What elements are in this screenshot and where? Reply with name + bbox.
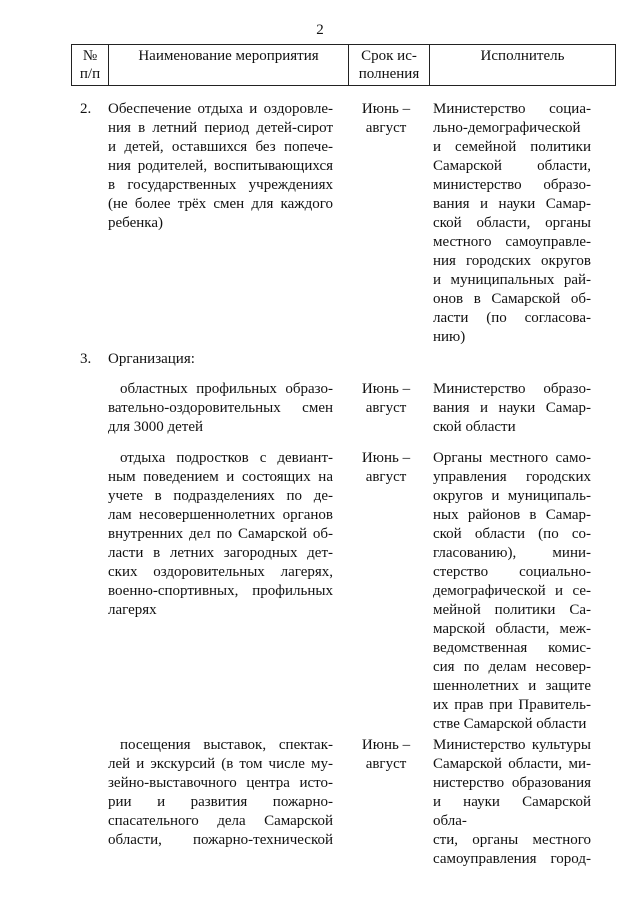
executor-line: Министерство культуры [433,737,591,753]
executor-line: нию) [433,329,466,345]
table-header [71,44,616,86]
row-executor [433,100,591,347]
executor-line: ных районов в Самар- [433,507,591,523]
row-name [108,449,333,620]
row-number: 2. [80,101,92,117]
name-line: области, пожарно-технической [108,832,333,848]
name-line: лам несовершеннолетних органов [108,507,333,523]
executor-line: стерство социально- [433,564,591,580]
name-line: вательно-оздоровительных смен [108,400,333,416]
name-line: в государственных учреждениях [108,177,333,193]
name-line: лей и экскурсий (в том числе му- [108,756,333,772]
executor-line: и семейной политики [433,139,591,155]
executor-line: местного самоуправле- [433,234,591,250]
name-line: Обеспечение отдыха и оздоровле- [108,101,333,117]
term-line: август [365,756,407,772]
name-line: ным поведением и состоящих на [108,469,333,485]
name-line: ребенка) [108,215,163,231]
row-term [350,380,422,418]
executor-line: самоуправления город- [433,851,591,867]
executor-line: Министерство образо- [433,381,591,397]
name-line: ласти в летних загородных дет- [108,545,333,561]
executor-line: демографической и се- [433,583,591,599]
header-number-line: № [82,48,98,64]
name-line: Организация: [108,351,195,367]
name-line: военно-спортивных, профильных [108,583,333,599]
name-line: рии и развития пожарно- [108,794,333,810]
executor-line: ласти (по согласова- [433,310,591,326]
executor-line: вания и науки Самар- [433,400,591,416]
name-line: посещения выставок, спектак- [120,737,333,753]
executor-line: Министерство социа- [433,101,591,117]
executor-line: Самарской области, ми- [433,756,591,772]
row-term [350,100,422,138]
row-name [108,736,333,850]
executor-line: округов и муниципаль- [433,488,591,504]
name-line: ния в летний период детей-сирот [108,120,333,136]
name-line: внутренних дел по Самарской об- [108,526,333,542]
name-line: и детей, оставшихся без попече- [108,139,333,155]
name-line: ских оздоровительных лагерях, [108,564,333,580]
executor-line: льно-демографической [433,120,581,136]
executor-line: ведомственная комис- [433,640,591,656]
term-line: Июнь – [361,450,411,466]
header-term-line: Срок ис- [361,48,417,64]
row-name [108,100,333,233]
term-line: Июнь – [361,101,411,117]
name-line: учете в подразделениях по де- [108,488,333,504]
executor-line: Самарской области, [433,158,591,174]
term-line: август [365,469,407,485]
executor-line: ской области, органы [433,215,591,231]
executor-line: Органы местного само- [433,450,591,466]
term-line: август [365,120,407,136]
executor-line: ния городских округов [433,253,591,269]
executor-line: их прав при Правитель- [433,697,591,713]
term-line: Июнь – [361,737,411,753]
executor-line: министерство образо- [433,177,591,193]
page-number: 2 [316,22,324,38]
name-line: областных профильных образо- [120,381,333,397]
row-executor [433,736,591,869]
executor-line: и науки Самарской обла- [433,794,591,829]
executor-line: и муниципальных рай- [433,272,591,288]
name-line: зейно-выставочного центра исто- [108,775,333,791]
header-executor: Исполнитель [430,45,616,86]
executor-line: управления городских [433,469,591,485]
executor-line: ской области [433,419,516,435]
executor-line: марской области, меж- [433,621,591,637]
executor-line: ской области (по со- [433,526,591,542]
header-term-line: полнения [358,66,420,82]
header-number [72,45,109,86]
header-number-line: п/п [79,66,101,82]
executor-line: гласованию), мини- [433,545,591,561]
row-term [350,449,422,487]
header-name: Наименование мероприятия [109,45,349,86]
executor-line: сти, органы местного [433,832,591,848]
name-line: спасательного дела Самарской [108,813,333,829]
row-term [350,736,422,774]
term-line: август [365,400,407,416]
header-term [349,45,430,86]
row-executor [433,449,591,734]
name-line: лагерях [108,602,157,618]
name-line: отдыха подростков с девиант- [120,450,333,466]
row-number: 3. [80,351,92,367]
executor-line: шеннолетних и защите [433,678,591,694]
name-line: ния родителей, воспитывающихся [108,158,333,174]
row-name [108,380,333,437]
executor-line: стве Самарской области [433,716,587,732]
executor-line: вания и науки Самар- [433,196,591,212]
term-line: Июнь – [361,381,411,397]
name-line: для 3000 детей [108,419,204,435]
row-executor [433,380,591,437]
executor-line: мейной политики Са- [433,602,591,618]
executor-line: нистерство образования [433,775,591,791]
name-line: (не более трёх смен для каждого [108,196,333,212]
row-name [108,350,333,369]
executor-line: сия по делам несовер- [433,659,591,675]
executor-line: онов в Самарской об- [433,291,591,307]
